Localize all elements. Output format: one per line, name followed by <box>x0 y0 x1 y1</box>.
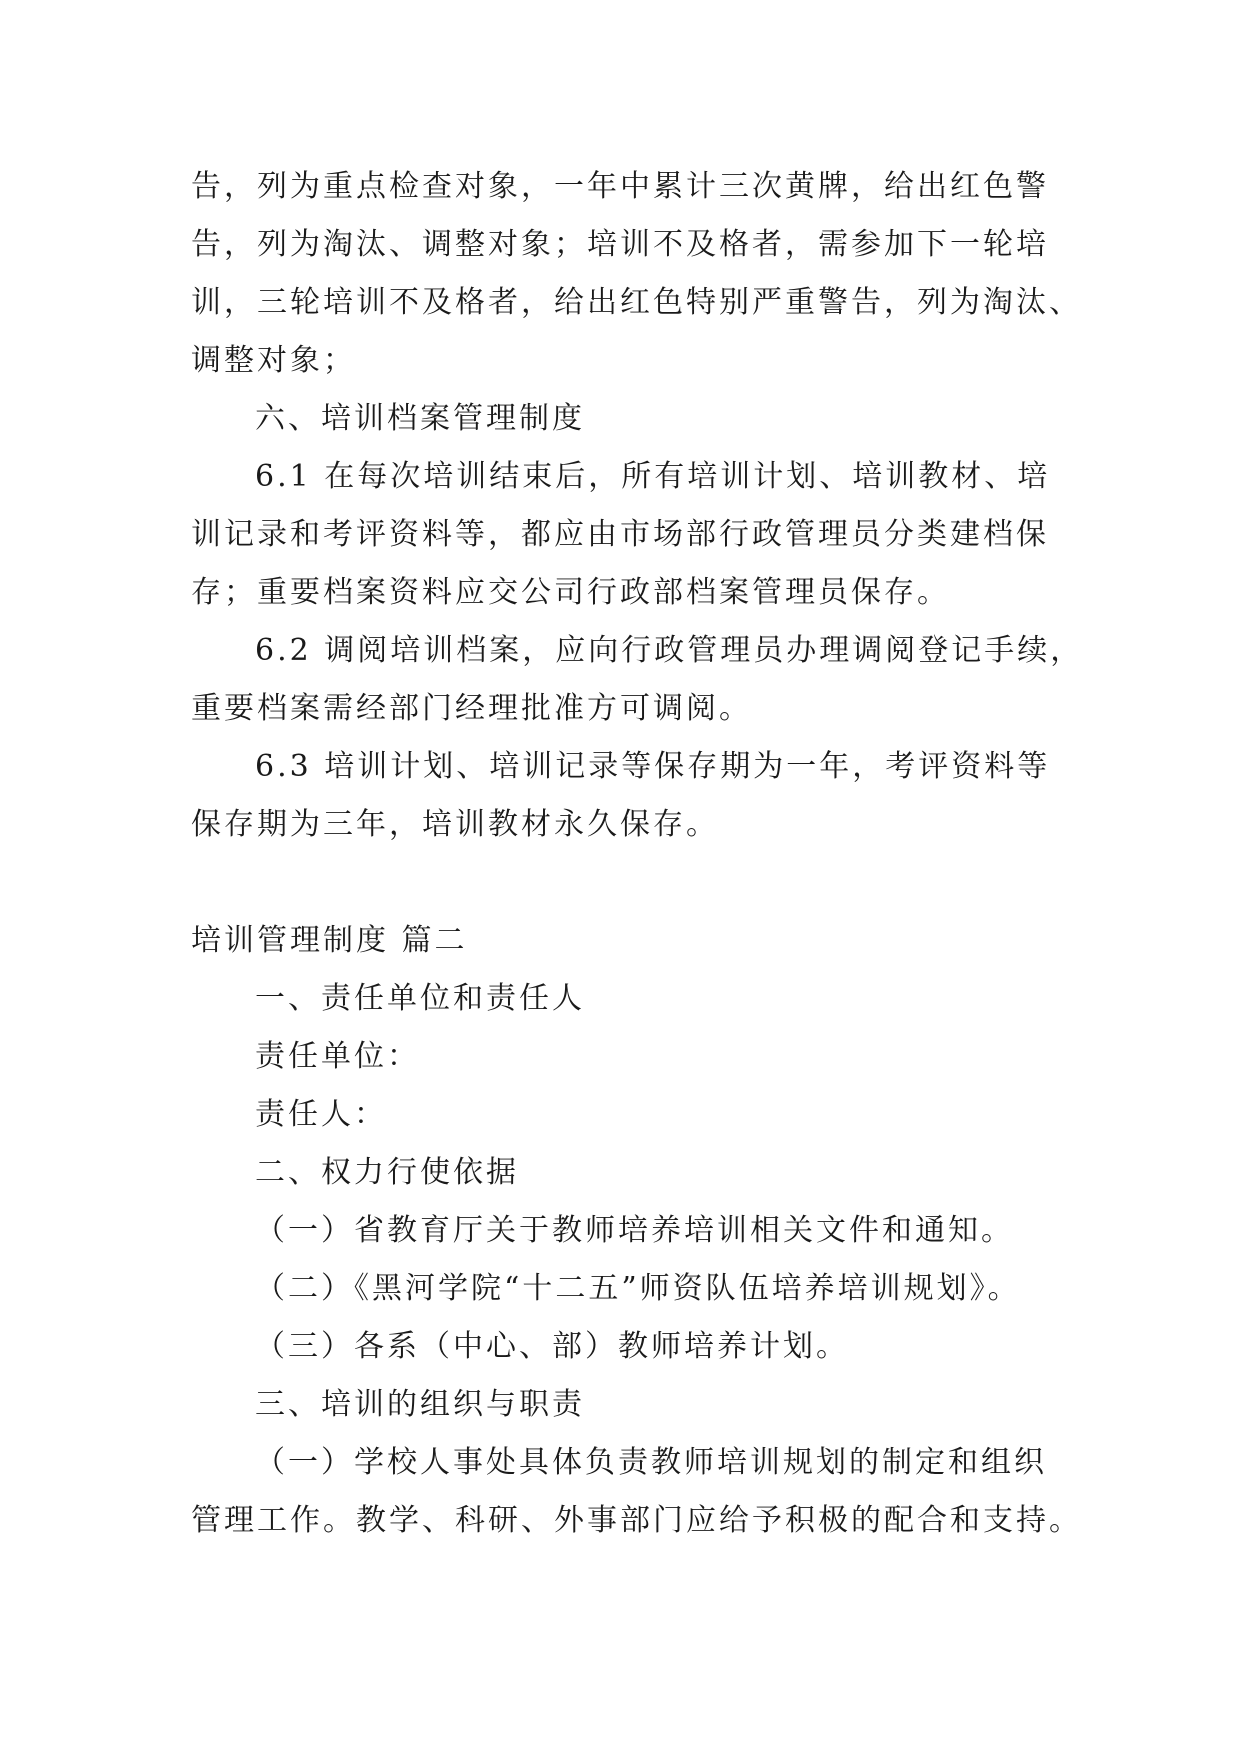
paragraph-line: 重要档案需经部门经理批准方可调阅。 <box>191 691 752 726</box>
list-item: （一）学校人事处具体负责教师培训规划的制定和组织 <box>255 1445 1047 1480</box>
section-heading: 二、权力行使依据 <box>255 1155 519 1190</box>
paragraph-line: 保存期为三年，培训教材永久保存。 <box>191 807 719 842</box>
list-item: （一）省教育厅关于教师培养培训相关文件和通知。 <box>255 1213 1014 1248</box>
paragraph-line: 训，三轮培训不及格者，给出红色特别严重警告，列为淘汰、 <box>191 285 1082 320</box>
section-heading: 一、责任单位和责任人 <box>255 981 585 1016</box>
blank-line <box>191 854 1051 912</box>
paragraph-line: 告，列为淘汰、调整对象；培训不及格者，需参加下一轮培 <box>191 227 1049 262</box>
document-title: 培训管理制度 篇二 <box>191 923 468 958</box>
document-body <box>191 158 1084 1550</box>
section-heading: 三、培训的组织与职责 <box>255 1387 585 1422</box>
paragraph-line: 调整对象； <box>191 343 356 378</box>
field-label: 责任单位： <box>255 1039 420 1074</box>
paragraph-line: 6.3 培训计划、培训记录等保存期为一年，考评资料等 <box>255 749 1051 784</box>
paragraph-line: 6.2 调阅培训档案，应向行政管理员办理调阅登记手续， <box>255 633 1084 668</box>
paragraph-line: 6.1 在每次培训结束后，所有培训计划、培训教材、培 <box>255 459 1051 494</box>
paragraph-line: 训记录和考评资料等，都应由市场部行政管理员分类建档保 <box>191 517 1049 552</box>
section-heading: 六、培训档案管理制度 <box>255 401 585 436</box>
paragraph-line: 存；重要档案资料应交公司行政部档案管理员保存。 <box>191 575 950 610</box>
field-label: 责任人： <box>255 1097 387 1132</box>
list-item: （二）《黑河学院“十二五”师资队伍培养培训规划》。 <box>255 1271 1021 1306</box>
list-item: （三）各系（中心、部）教师培养计划。 <box>255 1329 849 1364</box>
paragraph-line: 管理工作。教学、科研、外事部门应给予积极的配合和支持。 <box>191 1503 1082 1538</box>
paragraph-line: 告，列为重点检查对象，一年中累计三次黄牌，给出红色警 <box>191 169 1049 204</box>
